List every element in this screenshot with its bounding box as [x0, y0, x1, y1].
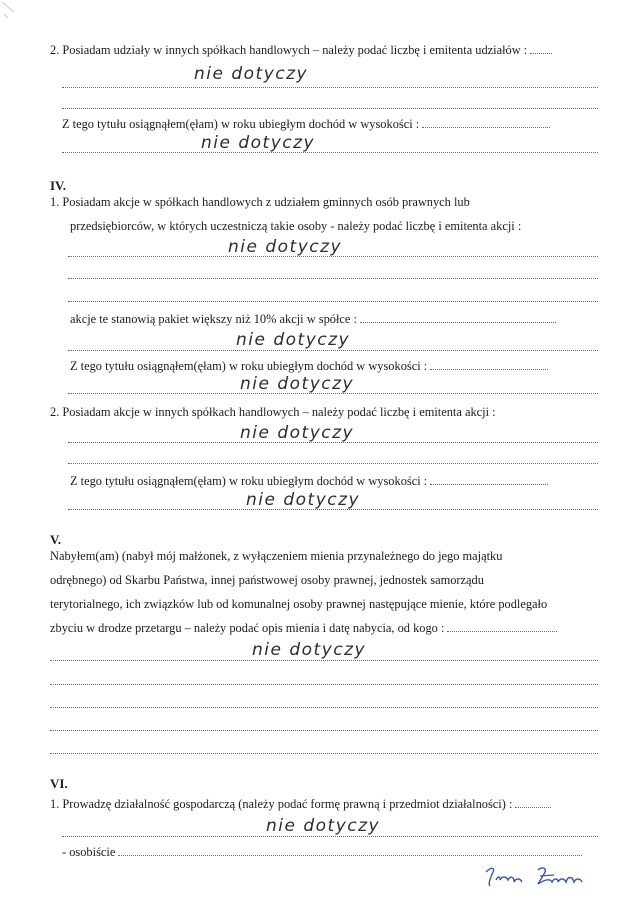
dotted-line	[68, 256, 598, 257]
s3-item2-text: 2. Posiadam udziały w innych spółkach handlowych – należy podać liczbę i emitenta udziałów :	[50, 42, 552, 58]
s4-item1-line2: przedsiębiorców, w których uczestniczą takie osoby - należy podać liczbę i emitenta akcji :	[70, 219, 522, 233]
handwritten-answer: nie dotyczy	[201, 133, 316, 153]
dotted-line	[68, 278, 598, 279]
s4-item1-line1: 1. Posiadam akcje w spółkach handlowych z udziałem gminnych osób prawnych lub	[50, 195, 470, 209]
s4-income2-text: Z tego tytułu osiągnąłem(ęłam) w roku ubiegłym dochód w wysokości :	[70, 473, 548, 489]
dotted-line	[62, 152, 598, 153]
dotted-line	[68, 393, 598, 394]
handwritten-answer: nie dotyczy	[252, 640, 367, 660]
handwritten-answer: nie dotyczy	[240, 374, 355, 394]
dotted-line	[50, 730, 598, 731]
s4-item2-text: 2. Posiadam akcje w innych spółkach handlowych – należy podać liczbę i emitenta akcji :	[50, 405, 496, 419]
section-heading: V.	[50, 532, 61, 547]
dotted-line	[50, 684, 598, 685]
dotted-line	[68, 509, 598, 510]
section-heading: IV.	[50, 178, 67, 193]
s6-item1-text: 1. Prowadzę działalność gospodarczą (należy podać formę prawną i przedmiot działalności) :	[50, 796, 551, 812]
dotted-line	[68, 350, 598, 351]
dotted-line	[50, 753, 598, 754]
s3-income-text: Z tego tytułu osiągnąłem(ęłam) w roku ubiegłym dochód w wysokości :	[62, 116, 550, 132]
s4-pakiet-text: akcje te stanowią pakiet większy niż 10% akcji w spółce :	[70, 311, 556, 327]
dotted-line	[62, 87, 598, 88]
scan-smudge	[0, 0, 22, 30]
dotted-line	[62, 836, 598, 837]
handwritten-answer: nie dotyczy	[246, 490, 361, 510]
handwritten-answer: nie dotyczy	[236, 330, 351, 350]
dotted-line	[68, 301, 598, 302]
handwritten-answer: nie dotyczy	[228, 237, 343, 257]
section-heading: VI.	[50, 776, 68, 791]
s4-income1-text: Z tego tytułu osiągnąłem(ęłam) w roku ubiegłym dochód w wysokości :	[70, 358, 548, 374]
s5-line1: Nabyłem(am) (nabył mój małżonek, z wyłączeniem mienia przynależnego do jego majątku	[50, 549, 503, 563]
dotted-line	[50, 707, 598, 708]
dotted-line	[50, 660, 598, 661]
signature-image	[482, 862, 592, 892]
handwritten-answer: nie dotyczy	[194, 64, 309, 84]
dotted-line	[62, 108, 598, 109]
s6-osobiscie-text: - osobiście	[62, 844, 582, 860]
handwritten-answer: nie dotyczy	[240, 423, 355, 443]
s5-line2: odrębnego) od Skarbu Państwa, innej państwowej osoby prawnej, jednostek samorządu	[50, 573, 484, 587]
dotted-line	[68, 463, 598, 464]
dotted-line	[68, 442, 598, 443]
s5-line4: zbyciu w drodze przetargu – należy podać opis mienia i datę nabycia, od kogo :	[50, 620, 557, 636]
handwritten-answer: nie dotyczy	[266, 816, 381, 836]
s5-line3: terytorialnego, ich związków lub od komunalnej osoby prawnej następujące mienie, które podlegało	[50, 597, 548, 611]
